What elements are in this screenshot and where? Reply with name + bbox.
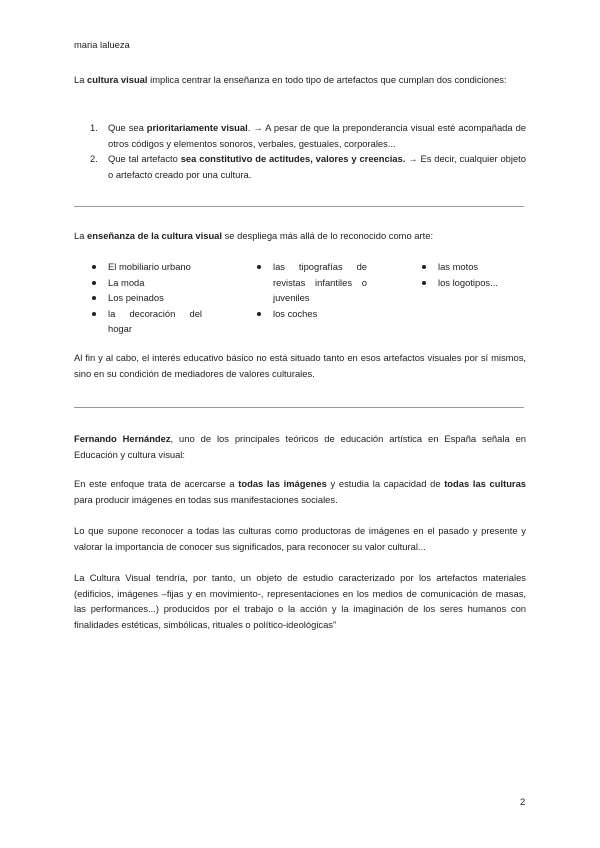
section2-lead: La enseñanza de la cultura visual se despliega más allá de lo reconocido como arte: — [74, 230, 434, 241]
bullet-icon — [422, 265, 426, 269]
list-item: las tipografías de revistas infantiles o juveniles — [257, 259, 367, 306]
conditions-list — [74, 120, 526, 182]
bullet-icon — [92, 281, 96, 285]
list-item: los coches — [257, 306, 367, 322]
bullet-icon — [92, 296, 96, 300]
list-item: El mobiliario urbano — [92, 259, 202, 275]
section3-p2: En este enfoque trata de acercarse a todas las imágenes y estudia la capacidad de todas las culturas para producir imágenes en todas sus manifestaciones sociales. — [74, 478, 527, 505]
divider — [74, 407, 524, 408]
bullet-column-2 — [257, 259, 367, 321]
bullet-icon — [92, 265, 96, 269]
section3-p3: Lo que supone reconocer a todas las culturas como productoras de imágenes en el pasado y presente y valorar la importancia de conocer sus significados, para reconocer su valor cultural... — [74, 525, 526, 552]
section3-p4: La Cultura Visual tendría, por tanto, un objeto de estudio caracterizado por los artefactos materiales (edificios, imágenes –fijas y en movimiento-, representaciones en los medios de comunicación de masas, las performances...) producidos por el trabajo o la acción y la imaginación de los seres humanos con finalidades estéticas, simbólicas, rituales o político-ideológicas” — [74, 572, 526, 630]
bullet-column-1 — [92, 259, 202, 337]
list-item: Los peinados — [92, 290, 202, 306]
section3-p1: Fernando Hernández, uno de los principales teóricos de educación artística en España señala en Educación y cultura visual: — [74, 433, 526, 460]
list-item: la decoración del hogar — [92, 306, 202, 337]
page-number: 2 — [520, 796, 526, 807]
list-item: los logotipos... — [422, 275, 532, 291]
list-item: La moda — [92, 275, 202, 291]
bullet-icon — [257, 265, 261, 269]
list-item: 2. Que tal artefacto sea constitutivo de actitudes, valores y creencias. → Es decir, cualquier objeto o artefacto creado por una cultura. — [90, 153, 526, 180]
page-header-author: maria lalueza — [74, 39, 130, 50]
list-item: 1. Que sea prioritariamente visual. → A pesar de que la preponderancia visual esté acompañada de otros códigos y elementos sonoros, verbales, gestuales, corporales... — [90, 122, 526, 149]
bullet-icon — [422, 281, 426, 285]
bullet-icon — [257, 312, 261, 316]
bullet-icon — [92, 312, 96, 316]
section2-closing: Al fin y al cabo, el interés educativo básico no está situado tanto en esos artefactos visuales por sí mismos, sino en su condición de mediadores de valores culturales. — [74, 352, 526, 379]
bullet-column-3 — [422, 259, 532, 290]
list-item: las motos — [422, 259, 532, 275]
intro-paragraph: La cultura visual implica centrar la enseñanza en todo tipo de artefactos que cumplan dos condiciones: — [74, 74, 507, 85]
divider — [74, 206, 524, 207]
